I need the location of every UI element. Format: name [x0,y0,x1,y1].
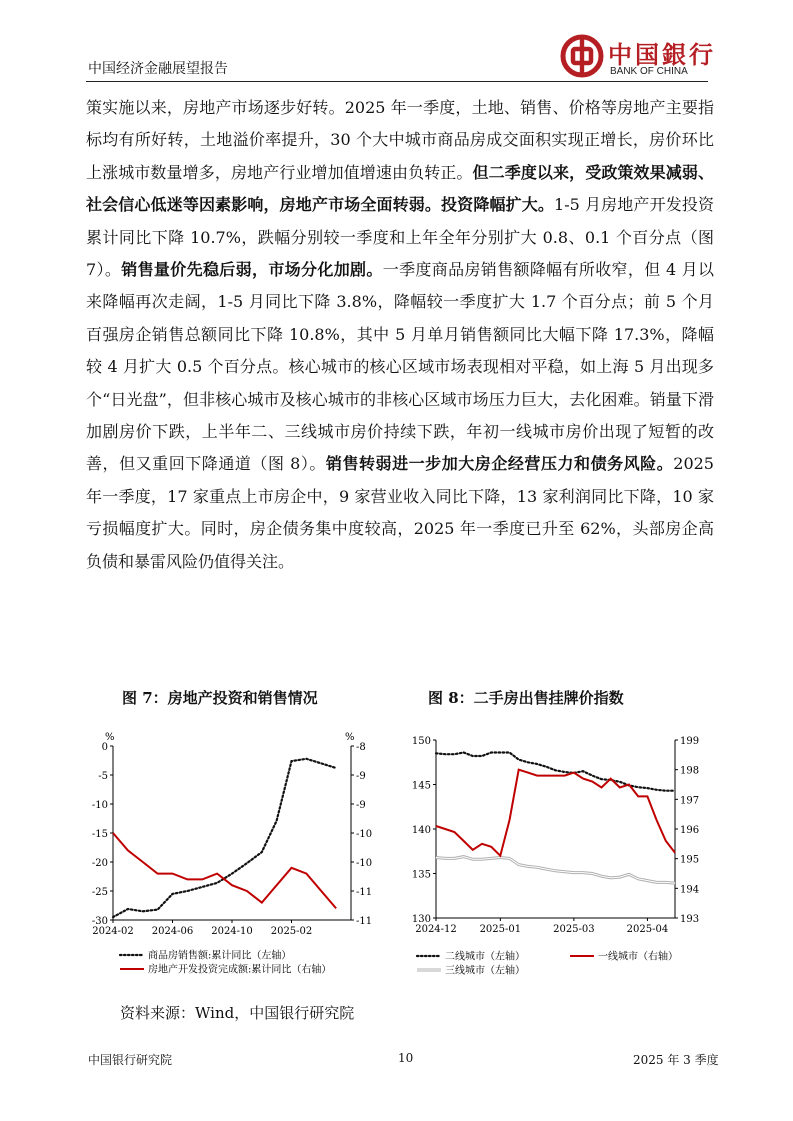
fig8-left-tick-label: 135 [411,869,431,881]
footer-page-number: 10 [398,1051,414,1065]
fig8-legend-3-label: 一线城市（右轴） [598,951,678,963]
fig7-series-1-line [113,759,336,917]
fig7-right-tick-label: -10 [356,829,373,840]
fig8-right-tick-label: 196 [680,825,700,836]
fig7-right-tick-label: -11 [356,887,373,898]
fig7-left-unit: % [105,732,115,743]
fig7-right-tick-label: -9 [356,800,366,811]
fig7-right-tick-label: -11 [356,916,373,927]
fig8-legend-1-label: 二线城市（左轴） [445,951,525,963]
body-emphasis-2: 销售量价先稳后弱，市场分化加剧。 [121,260,383,280]
body-emphasis-3: 销售转弱进一步加大房企经营压力和债务风险。 [325,454,674,474]
fig8-x-tick-label: 2025-03 [553,924,595,935]
figure-8-chart [410,728,710,998]
fig8-right-tick-label: 197 [680,795,700,807]
fig8-right-tick-label: 193 [680,914,700,925]
body-sentence-1: 策实施以来，房地产市场逐步好转。2025 年一季度，土地、销售、价格等房地产主要指标均有所好转，土地溢价率提升，30 个大中城市商品房成交面积实现正增长，房价环比上涨城市数量增多，房地产行业增加值增速由负转正。 [86,98,714,182]
fig8-right-tick-label: 198 [680,765,700,777]
bank-of-china-emblem-icon [560,34,604,78]
fig8-left-tick-label: 145 [411,780,431,792]
figure-7-caption: 图 7：房地产投资和销售情况 [122,689,318,707]
fig7-left-tick-label: -20 [91,858,108,869]
fig7-x-tick-label: 2024-06 [151,926,194,937]
fig7-left-tick-label: 0 [101,742,108,753]
body-text [86,92,714,578]
footer-institution: 中国银行研究院 [88,1053,173,1067]
figure-8-caption: 图 8：二手房出售挂牌价指数 [428,689,624,707]
body-paragraph [86,92,714,578]
fig7-left-tick-label: -5 [98,771,108,782]
logo-english-name: BANK OF CHINA [610,66,688,77]
logo-chinese-name: 中国銀行 [608,40,716,69]
fig7-right-unit: % [345,732,355,743]
fig7-series-2-line [113,833,336,908]
body-emphasis-1: 但二季度以来，受政策效果减弱、社会信心低迷等因素影响，房地产市场全面转弱。投资降幅扩大。 [86,162,714,215]
fig7-right-tick-label: -9 [356,771,366,782]
fig7-x-tick-label: 2025-02 [270,926,313,937]
fig7-left-tick-label: -10 [91,800,108,811]
fig7-x-tick-label: 2024-02 [92,926,134,937]
fig8-left-tick-label: 140 [411,825,431,836]
footer-period: 2025 年 3 季度 [633,1053,719,1067]
body-sentence-3: 一季度商品房销售额降幅有所收窄，但 4 月以来降幅再次走阔，1-5 月同比下降 3.8%，降幅较一季度扩大 1.7 个百分点；前 5 个月百强房企销售总额同比下降 10.8%，其中 5 月单月销售额同比大幅下降 17.3%，降幅较 4 月扩大 0.5 个百分点。核心城市的核心区域市场表现相对平稳，如上海 5 月出现多个“日光盘”，但非核心城市及核心城市的非核心区域市场压力巨大，去化困难。销量下滑加剧房价下跌，上半年二、三线城市房价持续下跌，年初一线城市房价出现了短暂的改善，但又重回下降通道（图 8）。 [86,260,714,474]
body-sentence-4: 2025 年一季度，17 家重点上市房企中，9 家营业收入同比下降，13 家利润同比下降，10 家亏损幅度扩大。同时，房企债务集中度较高，2025 年一季度已升至 62%，头部房企高负债和暴雷风险仍值得关注。 [86,454,714,571]
fig8-x-tick-label: 2025-01 [479,924,522,935]
fig8-right-tick-label: 199 [680,736,700,747]
header-title: 中国经济金融展望报告 [88,61,228,77]
fig8-left-tick-label: 130 [411,914,431,925]
fig8-x-tick-label: 2025-04 [626,924,669,935]
fig8-legend-2-label: 三线城市（左轴） [445,965,525,977]
bank-logo [560,34,716,80]
fig8-right-tick-label: 195 [680,854,700,866]
fig7-left-tick-label: -30 [91,916,108,927]
fig8-right-tick-label: 194 [680,884,700,896]
fig7-right-tick-label: -10 [356,858,373,869]
fig7-left-tick-label: -25 [91,887,108,898]
fig8-left-tick-label: 150 [411,736,431,747]
fig8-series-1-line [436,753,675,791]
fig7-legend-1-label: 商品房销售额:累计同比（左轴） [148,950,292,962]
body-sentence-2: 1-5 月房地产开发投资累计同比下降 10.7%，跌幅分别较一季度和上年全年分别扩大 0.8、0.1 个百分点（图 7）。 [86,195,714,280]
fig7-right-tick-label: -8 [356,742,366,753]
header-divider [86,81,708,82]
data-source-note: 资料来源：Wind，中国银行研究院 [120,1004,355,1022]
fig8-series-3-line [436,770,675,856]
fig8-x-tick-label: 2024-12 [415,924,457,935]
fig7-legend-2-label: 房地产开发投资完成额:累计同比（右轴） [148,964,332,976]
fig7-left-tick-label: -15 [91,829,108,840]
fig7-x-tick-label: 2024-10 [211,926,253,937]
figure-7-chart [86,728,376,998]
